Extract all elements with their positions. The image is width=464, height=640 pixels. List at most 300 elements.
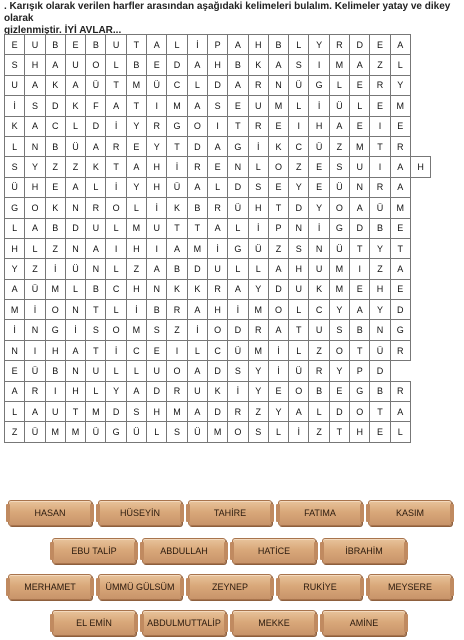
grid-cell[interactable]: N <box>25 136 45 156</box>
grid-cell[interactable]: İ <box>228 300 248 320</box>
grid-cell[interactable]: A <box>187 55 207 75</box>
grid-cell[interactable]: Z <box>289 157 309 177</box>
grid-cell[interactable]: L <box>25 238 45 258</box>
grid-cell[interactable]: U <box>45 402 65 422</box>
grid-cell[interactable]: S <box>126 402 146 422</box>
grid-cell[interactable]: A <box>390 35 410 55</box>
grid-cell[interactable]: O <box>207 320 227 340</box>
grid-cell[interactable]: U <box>289 279 309 299</box>
grid-cell[interactable]: Z <box>268 238 288 258</box>
grid-cell[interactable]: B <box>309 381 329 401</box>
grid-cell[interactable]: T <box>370 136 390 156</box>
grid-cell[interactable]: C <box>309 300 329 320</box>
grid-cell[interactable]: R <box>329 35 349 55</box>
grid-cell[interactable]: E <box>370 35 390 55</box>
grid-cell[interactable]: D <box>289 198 309 218</box>
grid-cell[interactable]: T <box>329 422 349 442</box>
grid-cell[interactable]: N <box>5 340 25 360</box>
grid-cell[interactable]: I <box>309 55 329 75</box>
grid-cell[interactable]: R <box>86 198 106 218</box>
grid-cell[interactable]: H <box>65 381 85 401</box>
grid-cell[interactable]: K <box>167 279 187 299</box>
grid-cell[interactable]: Z <box>309 422 329 442</box>
grid-cell[interactable]: İ <box>65 320 85 340</box>
grid-cell[interactable]: A <box>25 116 45 136</box>
grid-cell[interactable]: I <box>147 238 167 258</box>
grid-cell[interactable]: İ <box>289 422 309 442</box>
grid-cell[interactable]: H <box>126 238 146 258</box>
grid-cell[interactable]: L <box>106 218 126 238</box>
grid-cell[interactable]: A <box>187 96 207 116</box>
grid-cell[interactable]: F <box>86 96 106 116</box>
grid-cell[interactable]: U <box>106 35 126 55</box>
grid-cell[interactable]: S <box>329 320 349 340</box>
grid-cell[interactable]: B <box>147 300 167 320</box>
grid-cell[interactable]: T <box>106 157 126 177</box>
grid-cell[interactable]: U <box>86 361 106 381</box>
grid-cell[interactable]: Ü <box>187 422 207 442</box>
grid-cell[interactable]: İ <box>187 320 207 340</box>
grid-cell[interactable]: R <box>248 75 268 95</box>
grid-cell[interactable]: E <box>228 96 248 116</box>
grid-cell[interactable]: D <box>207 361 227 381</box>
grid-cell[interactable]: L <box>126 361 146 381</box>
grid-cell[interactable]: D <box>228 177 248 197</box>
grid-cell[interactable]: R <box>370 75 390 95</box>
grid-cell[interactable]: Y <box>289 177 309 197</box>
grid-cell[interactable]: A <box>25 75 45 95</box>
grid-cell[interactable]: I <box>289 116 309 136</box>
grid-cell[interactable]: K <box>207 381 227 401</box>
grid-cell[interactable]: Ü <box>147 75 167 95</box>
grid-cell[interactable]: D <box>207 402 227 422</box>
grid-cell[interactable]: H <box>25 55 45 75</box>
grid-cell[interactable]: İ <box>207 238 227 258</box>
grid-cell[interactable]: P <box>207 35 227 55</box>
grid-cell[interactable]: B <box>86 279 106 299</box>
grid-cell[interactable]: R <box>309 361 329 381</box>
grid-cell[interactable]: B <box>187 198 207 218</box>
grid-cell[interactable]: U <box>5 75 25 95</box>
grid-cell[interactable]: H <box>207 55 227 75</box>
grid-cell[interactable]: Ü <box>370 198 390 218</box>
grid-cell[interactable]: L <box>65 116 85 136</box>
grid-cell[interactable]: M <box>390 198 410 218</box>
grid-cell[interactable]: A <box>86 136 106 156</box>
grid-cell[interactable]: B <box>45 136 65 156</box>
grid-cell[interactable]: T <box>370 402 390 422</box>
grid-cell[interactable]: İ <box>106 340 126 360</box>
grid-cell[interactable]: A <box>167 238 187 258</box>
grid-cell[interactable]: Y <box>25 157 45 177</box>
grid-cell[interactable]: G <box>228 238 248 258</box>
grid-cell[interactable]: M <box>350 136 370 156</box>
grid-cell[interactable]: G <box>45 320 65 340</box>
grid-cell[interactable]: Z <box>45 157 65 177</box>
grid-cell[interactable]: O <box>86 55 106 75</box>
grid-cell[interactable]: Y <box>309 198 329 218</box>
grid-cell[interactable]: L <box>5 402 25 422</box>
grid-cell[interactable]: R <box>248 320 268 340</box>
grid-cell[interactable]: S <box>5 157 25 177</box>
grid-cell[interactable]: S <box>248 422 268 442</box>
grid-cell[interactable]: A <box>289 402 309 422</box>
grid-cell[interactable]: U <box>350 157 370 177</box>
grid-cell[interactable]: L <box>289 340 309 360</box>
grid-cell[interactable]: I <box>370 157 390 177</box>
grid-cell[interactable]: R <box>248 116 268 136</box>
grid-cell[interactable]: İ <box>106 177 126 197</box>
grid-cell[interactable]: Y <box>370 300 390 320</box>
grid-cell[interactable]: N <box>370 320 390 340</box>
grid-cell[interactable]: H <box>248 35 268 55</box>
grid-cell[interactable]: E <box>126 136 146 156</box>
grid-cell[interactable]: H <box>248 198 268 218</box>
grid-cell[interactable]: Z <box>25 259 45 279</box>
grid-cell[interactable]: E <box>350 116 370 136</box>
grid-cell[interactable]: İ <box>5 96 25 116</box>
grid-cell[interactable]: A <box>268 259 288 279</box>
grid-cell[interactable]: İ <box>5 320 25 340</box>
grid-cell[interactable]: H <box>147 177 167 197</box>
grid-cell[interactable]: A <box>207 136 227 156</box>
grid-cell[interactable]: L <box>228 259 248 279</box>
grid-cell[interactable]: M <box>248 340 268 360</box>
grid-cell[interactable]: T <box>268 198 288 218</box>
grid-cell[interactable]: M <box>329 259 349 279</box>
grid-cell[interactable]: N <box>86 259 106 279</box>
grid-cell[interactable]: G <box>5 198 25 218</box>
grid-cell[interactable]: A <box>187 402 207 422</box>
grid-cell[interactable]: A <box>390 177 410 197</box>
grid-cell[interactable]: L <box>106 55 126 75</box>
grid-cell[interactable]: Y <box>248 381 268 401</box>
grid-cell[interactable]: E <box>350 75 370 95</box>
grid-cell[interactable]: T <box>228 116 248 136</box>
grid-cell[interactable]: A <box>147 259 167 279</box>
grid-cell[interactable]: H <box>289 259 309 279</box>
grid-cell[interactable]: H <box>5 238 25 258</box>
grid-cell[interactable]: P <box>350 361 370 381</box>
grid-cell[interactable]: B <box>126 55 146 75</box>
grid-cell[interactable]: S <box>228 361 248 381</box>
grid-cell[interactable]: E <box>268 116 288 136</box>
grid-cell[interactable]: D <box>207 75 227 95</box>
grid-cell[interactable]: Y <box>126 177 146 197</box>
grid-cell[interactable]: D <box>228 320 248 340</box>
grid-cell[interactable]: Ü <box>25 279 45 299</box>
grid-cell[interactable]: I <box>25 340 45 360</box>
grid-cell[interactable]: U <box>147 361 167 381</box>
grid-cell[interactable]: Ü <box>86 422 106 442</box>
grid-cell[interactable]: L <box>126 198 146 218</box>
grid-cell[interactable]: S <box>167 422 187 442</box>
grid-cell[interactable]: Y <box>248 279 268 299</box>
grid-cell[interactable]: O <box>106 320 126 340</box>
grid-cell[interactable]: R <box>106 136 126 156</box>
grid-cell[interactable]: Y <box>390 75 410 95</box>
grid-cell[interactable]: N <box>65 238 85 258</box>
grid-cell[interactable]: H <box>410 157 430 177</box>
grid-cell[interactable]: B <box>268 35 288 55</box>
grid-cell[interactable]: Y <box>147 136 167 156</box>
grid-cell[interactable]: Z <box>309 340 329 360</box>
grid-cell[interactable]: L <box>289 300 309 320</box>
grid-cell[interactable]: H <box>45 340 65 360</box>
grid-cell[interactable]: T <box>126 35 146 55</box>
grid-cell[interactable]: T <box>167 218 187 238</box>
grid-cell[interactable]: A <box>228 279 248 299</box>
grid-cell[interactable]: İ <box>45 259 65 279</box>
grid-cell[interactable]: E <box>207 157 227 177</box>
grid-cell[interactable]: A <box>350 55 370 75</box>
grid-cell[interactable]: L <box>5 218 25 238</box>
grid-cell[interactable]: O <box>329 198 349 218</box>
grid-cell[interactable]: Ü <box>329 96 349 116</box>
grid-cell[interactable]: C <box>207 340 227 360</box>
grid-cell[interactable]: Ü <box>126 422 146 442</box>
grid-cell[interactable]: C <box>126 340 146 360</box>
grid-cell[interactable]: R <box>207 198 227 218</box>
grid-cell[interactable]: T <box>86 300 106 320</box>
grid-cell[interactable]: S <box>329 157 349 177</box>
grid-cell[interactable]: R <box>167 381 187 401</box>
grid-cell[interactable]: N <box>268 75 288 95</box>
grid-cell[interactable]: L <box>289 96 309 116</box>
grid-cell[interactable]: Ü <box>228 198 248 218</box>
grid-cell[interactable]: Y <box>370 238 390 258</box>
grid-cell[interactable]: L <box>390 55 410 75</box>
grid-cell[interactable]: O <box>268 157 288 177</box>
grid-cell[interactable]: D <box>350 218 370 238</box>
grid-cell[interactable]: T <box>106 75 126 95</box>
grid-cell[interactable]: Ü <box>289 75 309 95</box>
grid-cell[interactable]: M <box>390 96 410 116</box>
grid-cell[interactable]: B <box>45 361 65 381</box>
grid-cell[interactable]: E <box>390 218 410 238</box>
grid-cell[interactable]: Ü <box>5 177 25 197</box>
grid-cell[interactable]: E <box>309 177 329 197</box>
grid-cell[interactable]: I <box>350 259 370 279</box>
grid-cell[interactable]: Z <box>248 402 268 422</box>
grid-cell[interactable]: İ <box>147 198 167 218</box>
grid-cell[interactable]: A <box>65 177 85 197</box>
grid-cell[interactable]: Z <box>370 259 390 279</box>
grid-cell[interactable]: R <box>167 300 187 320</box>
grid-cell[interactable]: C <box>106 279 126 299</box>
grid-cell[interactable]: D <box>45 96 65 116</box>
grid-cell[interactable]: E <box>370 422 390 442</box>
grid-cell[interactable]: L <box>350 96 370 116</box>
grid-cell[interactable]: L <box>5 136 25 156</box>
grid-cell[interactable]: T <box>390 238 410 258</box>
grid-cell[interactable]: S <box>248 177 268 197</box>
grid-cell[interactable]: A <box>106 96 126 116</box>
grid-cell[interactable]: C <box>45 116 65 136</box>
grid-cell[interactable]: B <box>350 320 370 340</box>
grid-cell[interactable]: U <box>248 96 268 116</box>
grid-cell[interactable]: O <box>268 300 288 320</box>
grid-cell[interactable]: U <box>25 35 45 55</box>
grid-cell[interactable]: G <box>309 75 329 95</box>
grid-cell[interactable]: I <box>45 381 65 401</box>
grid-cell[interactable]: Y <box>5 259 25 279</box>
grid-cell[interactable]: M <box>167 96 187 116</box>
grid-cell[interactable]: N <box>65 361 85 381</box>
grid-cell[interactable]: A <box>126 157 146 177</box>
grid-cell[interactable]: Y <box>329 300 349 320</box>
grid-cell[interactable]: L <box>207 177 227 197</box>
grid-cell[interactable]: N <box>147 279 167 299</box>
grid-cell[interactable]: D <box>268 279 288 299</box>
grid-cell[interactable]: İ <box>268 361 288 381</box>
grid-cell[interactable]: L <box>147 422 167 442</box>
grid-cell[interactable]: İ <box>309 218 329 238</box>
grid-cell[interactable]: Ü <box>25 422 45 442</box>
grid-cell[interactable]: Z <box>126 259 146 279</box>
grid-cell[interactable]: U <box>65 55 85 75</box>
grid-cell[interactable]: T <box>187 218 207 238</box>
grid-cell[interactable]: L <box>65 279 85 299</box>
grid-cell[interactable]: O <box>350 402 370 422</box>
grid-cell[interactable]: L <box>248 259 268 279</box>
grid-cell[interactable]: O <box>167 361 187 381</box>
grid-cell[interactable]: M <box>268 96 288 116</box>
grid-cell[interactable]: A <box>65 340 85 360</box>
grid-cell[interactable]: R <box>390 381 410 401</box>
grid-cell[interactable]: G <box>350 381 370 401</box>
grid-cell[interactable]: A <box>390 259 410 279</box>
grid-cell[interactable]: T <box>126 96 146 116</box>
grid-cell[interactable]: E <box>350 279 370 299</box>
grid-cell[interactable]: M <box>126 75 146 95</box>
grid-cell[interactable]: Ü <box>248 238 268 258</box>
grid-cell[interactable]: Z <box>167 320 187 340</box>
grid-cell[interactable]: T <box>289 320 309 340</box>
grid-cell[interactable]: A <box>65 75 85 95</box>
grid-cell[interactable]: B <box>86 35 106 55</box>
grid-cell[interactable]: K <box>248 55 268 75</box>
grid-cell[interactable]: T <box>86 340 106 360</box>
grid-cell[interactable]: Ü <box>65 136 85 156</box>
grid-cell[interactable]: A <box>45 55 65 75</box>
grid-cell[interactable]: A <box>207 218 227 238</box>
grid-cell[interactable]: A <box>5 279 25 299</box>
grid-cell[interactable]: U <box>147 218 167 238</box>
grid-cell[interactable]: G <box>329 218 349 238</box>
grid-cell[interactable]: Ü <box>86 75 106 95</box>
grid-cell[interactable]: D <box>187 259 207 279</box>
grid-cell[interactable]: Y <box>268 402 288 422</box>
grid-cell[interactable]: I <box>370 116 390 136</box>
grid-cell[interactable]: A <box>329 116 349 136</box>
grid-cell[interactable]: L <box>167 35 187 55</box>
grid-cell[interactable]: E <box>147 340 167 360</box>
grid-cell[interactable]: G <box>390 320 410 340</box>
grid-cell[interactable]: O <box>25 198 45 218</box>
grid-cell[interactable]: C <box>289 136 309 156</box>
grid-cell[interactable]: D <box>106 402 126 422</box>
grid-cell[interactable]: A <box>147 35 167 55</box>
grid-cell[interactable]: L <box>390 422 410 442</box>
grid-cell[interactable]: E <box>5 35 25 55</box>
grid-cell[interactable]: I <box>106 238 126 258</box>
grid-cell[interactable]: E <box>268 177 288 197</box>
grid-cell[interactable]: L <box>187 340 207 360</box>
grid-cell[interactable]: M <box>126 320 146 340</box>
grid-cell[interactable]: M <box>45 422 65 442</box>
grid-cell[interactable]: N <box>228 157 248 177</box>
grid-cell[interactable]: E <box>329 381 349 401</box>
grid-cell[interactable]: R <box>25 381 45 401</box>
grid-cell[interactable]: N <box>25 320 45 340</box>
grid-cell[interactable]: T <box>65 402 85 422</box>
grid-cell[interactable]: M <box>329 55 349 75</box>
grid-cell[interactable]: E <box>65 35 85 55</box>
grid-cell[interactable]: D <box>370 361 390 381</box>
grid-cell[interactable]: O <box>187 116 207 136</box>
grid-cell[interactable]: B <box>45 35 65 55</box>
grid-cell[interactable]: R <box>390 136 410 156</box>
grid-cell[interactable]: D <box>167 55 187 75</box>
grid-cell[interactable]: İ <box>106 116 126 136</box>
grid-cell[interactable]: O <box>45 300 65 320</box>
grid-cell[interactable]: S <box>147 320 167 340</box>
grid-cell[interactable]: R <box>228 402 248 422</box>
grid-cell[interactable]: M <box>207 422 227 442</box>
grid-cell[interactable]: A <box>187 177 207 197</box>
grid-cell[interactable]: K <box>167 198 187 218</box>
grid-cell[interactable]: E <box>390 116 410 136</box>
grid-cell[interactable]: M <box>5 300 25 320</box>
grid-cell[interactable]: A <box>5 381 25 401</box>
grid-cell[interactable]: Z <box>65 157 85 177</box>
grid-cell[interactable]: K <box>268 136 288 156</box>
grid-cell[interactable]: Y <box>309 35 329 55</box>
grid-cell[interactable]: Ü <box>370 340 390 360</box>
grid-cell[interactable]: A <box>390 157 410 177</box>
grid-cell[interactable]: Ü <box>167 177 187 197</box>
grid-cell[interactable]: İ <box>25 300 45 320</box>
grid-cell[interactable]: H <box>25 177 45 197</box>
grid-cell[interactable]: T <box>350 238 370 258</box>
grid-cell[interactable]: L <box>106 259 126 279</box>
grid-cell[interactable]: A <box>268 320 288 340</box>
grid-cell[interactable]: M <box>86 402 106 422</box>
grid-cell[interactable]: N <box>350 177 370 197</box>
grid-cell[interactable]: R <box>207 279 227 299</box>
grid-cell[interactable]: U <box>207 259 227 279</box>
grid-cell[interactable]: Z <box>370 55 390 75</box>
grid-cell[interactable]: E <box>390 279 410 299</box>
grid-cell[interactable]: O <box>329 340 349 360</box>
grid-cell[interactable]: N <box>65 198 85 218</box>
grid-cell[interactable]: A <box>350 300 370 320</box>
grid-cell[interactable]: Ü <box>65 259 85 279</box>
grid-cell[interactable]: S <box>289 238 309 258</box>
grid-cell[interactable]: C <box>167 75 187 95</box>
grid-cell[interactable]: H <box>147 157 167 177</box>
grid-cell[interactable]: İ <box>126 300 146 320</box>
grid-cell[interactable]: K <box>65 96 85 116</box>
grid-cell[interactable]: İ <box>248 136 268 156</box>
grid-cell[interactable]: H <box>207 300 227 320</box>
grid-cell[interactable]: N <box>289 218 309 238</box>
grid-cell[interactable]: L <box>289 35 309 55</box>
grid-cell[interactable]: L <box>268 422 288 442</box>
grid-cell[interactable]: R <box>147 116 167 136</box>
grid-cell[interactable]: A <box>86 238 106 258</box>
